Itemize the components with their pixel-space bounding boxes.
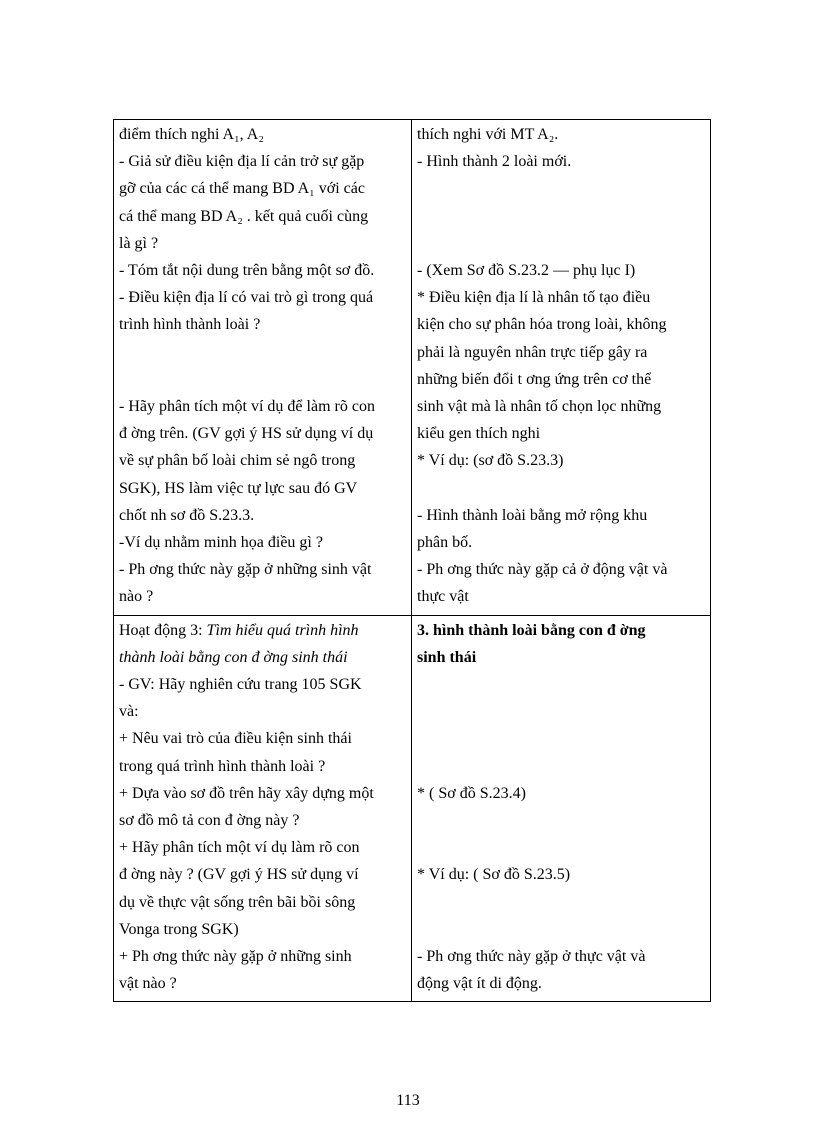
text-line: động vật ít di động. <box>417 975 542 993</box>
text-line <box>417 175 704 202</box>
text-line: - (Xem Sơ đồ S.23.2 — phụ lục I) <box>417 261 636 279</box>
text-line: - Ph ơng thức này gặp ở những sinh vật <box>119 561 372 579</box>
table-row <box>114 615 711 1002</box>
text-line: thích nghi với MT A₂. <box>417 126 559 143</box>
text-line: kiện cho sự phân hóa trong loài, không <box>417 316 667 334</box>
text-line: - Giả sử điều kiện địa lí cản trở sự gặp <box>119 153 365 171</box>
text-line: đ ờng này ? (GV gợi ý HS sử dụng ví <box>119 866 359 884</box>
table-row <box>114 120 711 616</box>
text-line: nào ? <box>119 588 154 606</box>
text-line: + Ph ơng thức này gặp ở những sinh <box>119 948 352 966</box>
text-line: - Hình thành 2 loài mới. <box>417 153 572 171</box>
text-line: - Hình thành loài bằng mở rộng khu <box>417 506 648 524</box>
text-line <box>417 834 704 861</box>
activity-heading-title-1: Tìm hiểu quá trình hình <box>206 621 359 639</box>
text-line: là gì ? <box>119 234 159 252</box>
text-line: vật nào ? <box>119 975 177 993</box>
lesson-table <box>113 119 711 1002</box>
text-line: + Dựa vào sơ đồ trên hãy xây dựng một <box>119 784 374 802</box>
text-line: về sự phân bố loài chim sẻ ngô trong <box>119 452 356 470</box>
text-line: - GV: Hãy nghiên cứu trang 105 SGK <box>119 676 362 694</box>
text-line: * Điều kiện địa lí là nhân tố tạo điều <box>417 289 651 307</box>
text-line: - Điều kiện địa lí có vai trò gì trong quá <box>119 289 374 307</box>
row1-left-cell <box>114 120 412 616</box>
text-line <box>417 671 704 698</box>
text-line: đ ờng trên. (GV gợi ý HS sử dụng ví dụ <box>119 425 374 443</box>
text-line: sinh vật mà là nhân tố chọn lọc những <box>417 397 662 415</box>
text-line: chốt nh sơ đồ S.23.3. <box>119 506 255 524</box>
activity-heading <box>119 617 405 644</box>
text-line: điểm thích nghi A₁, A₂ <box>119 126 264 143</box>
text-line: * Ví dụ: (sơ đồ S.23.3) <box>417 452 564 470</box>
text-line: - Tóm tắt nội dung trên bằng một sơ đồ. <box>119 262 375 280</box>
text-line <box>417 753 704 780</box>
text-line <box>417 475 704 502</box>
text-line: - Hãy phân tích một ví dụ để làm rõ con <box>119 398 375 415</box>
text-line <box>119 366 405 393</box>
text-line: trình hình thành loài ? <box>119 316 261 334</box>
text-line: phân bố. <box>417 533 473 551</box>
text-line: trong quá trình hình thành loài ? <box>119 757 326 775</box>
text-line <box>417 889 704 916</box>
page-number: 113 <box>396 1092 420 1109</box>
text-line: - Ph ơng thức này gặp ở thực vật và <box>417 947 646 965</box>
text-line <box>417 203 704 230</box>
text-line: cá thể mang BD A₂ . kết quả cuối cùng <box>119 207 369 225</box>
row1-right-cell <box>412 120 711 616</box>
text-line: SGK), HS làm việc tự lực sau đó GV <box>119 479 358 497</box>
row2-right-cell <box>412 615 711 1002</box>
text-line: những biến đổi t ơng ứng trên cơ thể <box>417 370 652 388</box>
text-line: + Nêu vai trò của điều kiện sinh thái <box>119 730 352 748</box>
text-line: gỡ của các cá thể mang BD A₁ với các <box>119 180 365 198</box>
row2-left-cell <box>114 615 412 1002</box>
text-line: * ( Sơ đồ S.23.4) <box>417 784 526 802</box>
text-line <box>119 339 405 366</box>
text-line: thực vật <box>417 588 469 606</box>
text-line: -Ví dụ nhằm minh họa điều gì ? <box>119 534 323 552</box>
text-line: Vonga trong SGK) <box>119 920 239 938</box>
text-line: kiểu gen thích nghi <box>417 425 541 443</box>
activity-heading-title-2: thành loài bằng con đ ờng sinh thái <box>119 648 348 666</box>
text-line: sơ đồ mô tả con đ ờng này ? <box>119 812 300 830</box>
text-line <box>417 725 704 752</box>
activity-heading-prefix: Hoạt động 3: <box>119 621 207 639</box>
text-line: + Hãy phân tích một ví dụ làm rõ con <box>119 839 360 857</box>
section-heading-2: sinh thái <box>417 648 477 666</box>
text-line: * Ví dụ: ( Sơ đồ S.23.5) <box>417 866 571 884</box>
text-line <box>417 698 704 725</box>
text-line <box>417 916 704 943</box>
text-line: phải là nguyên nhân trực tiếp gây ra <box>417 343 648 361</box>
text-line <box>417 807 704 834</box>
text-line: và: <box>119 703 139 721</box>
text-line: - Ph ơng thức này gặp cả ở động vật và <box>417 561 668 579</box>
text-line <box>417 230 704 257</box>
section-heading-1: 3. hình thành loài bằng con đ ờng <box>417 621 646 639</box>
text-line: dụ về thực vật sống trên bãi bồi sông <box>119 893 356 911</box>
